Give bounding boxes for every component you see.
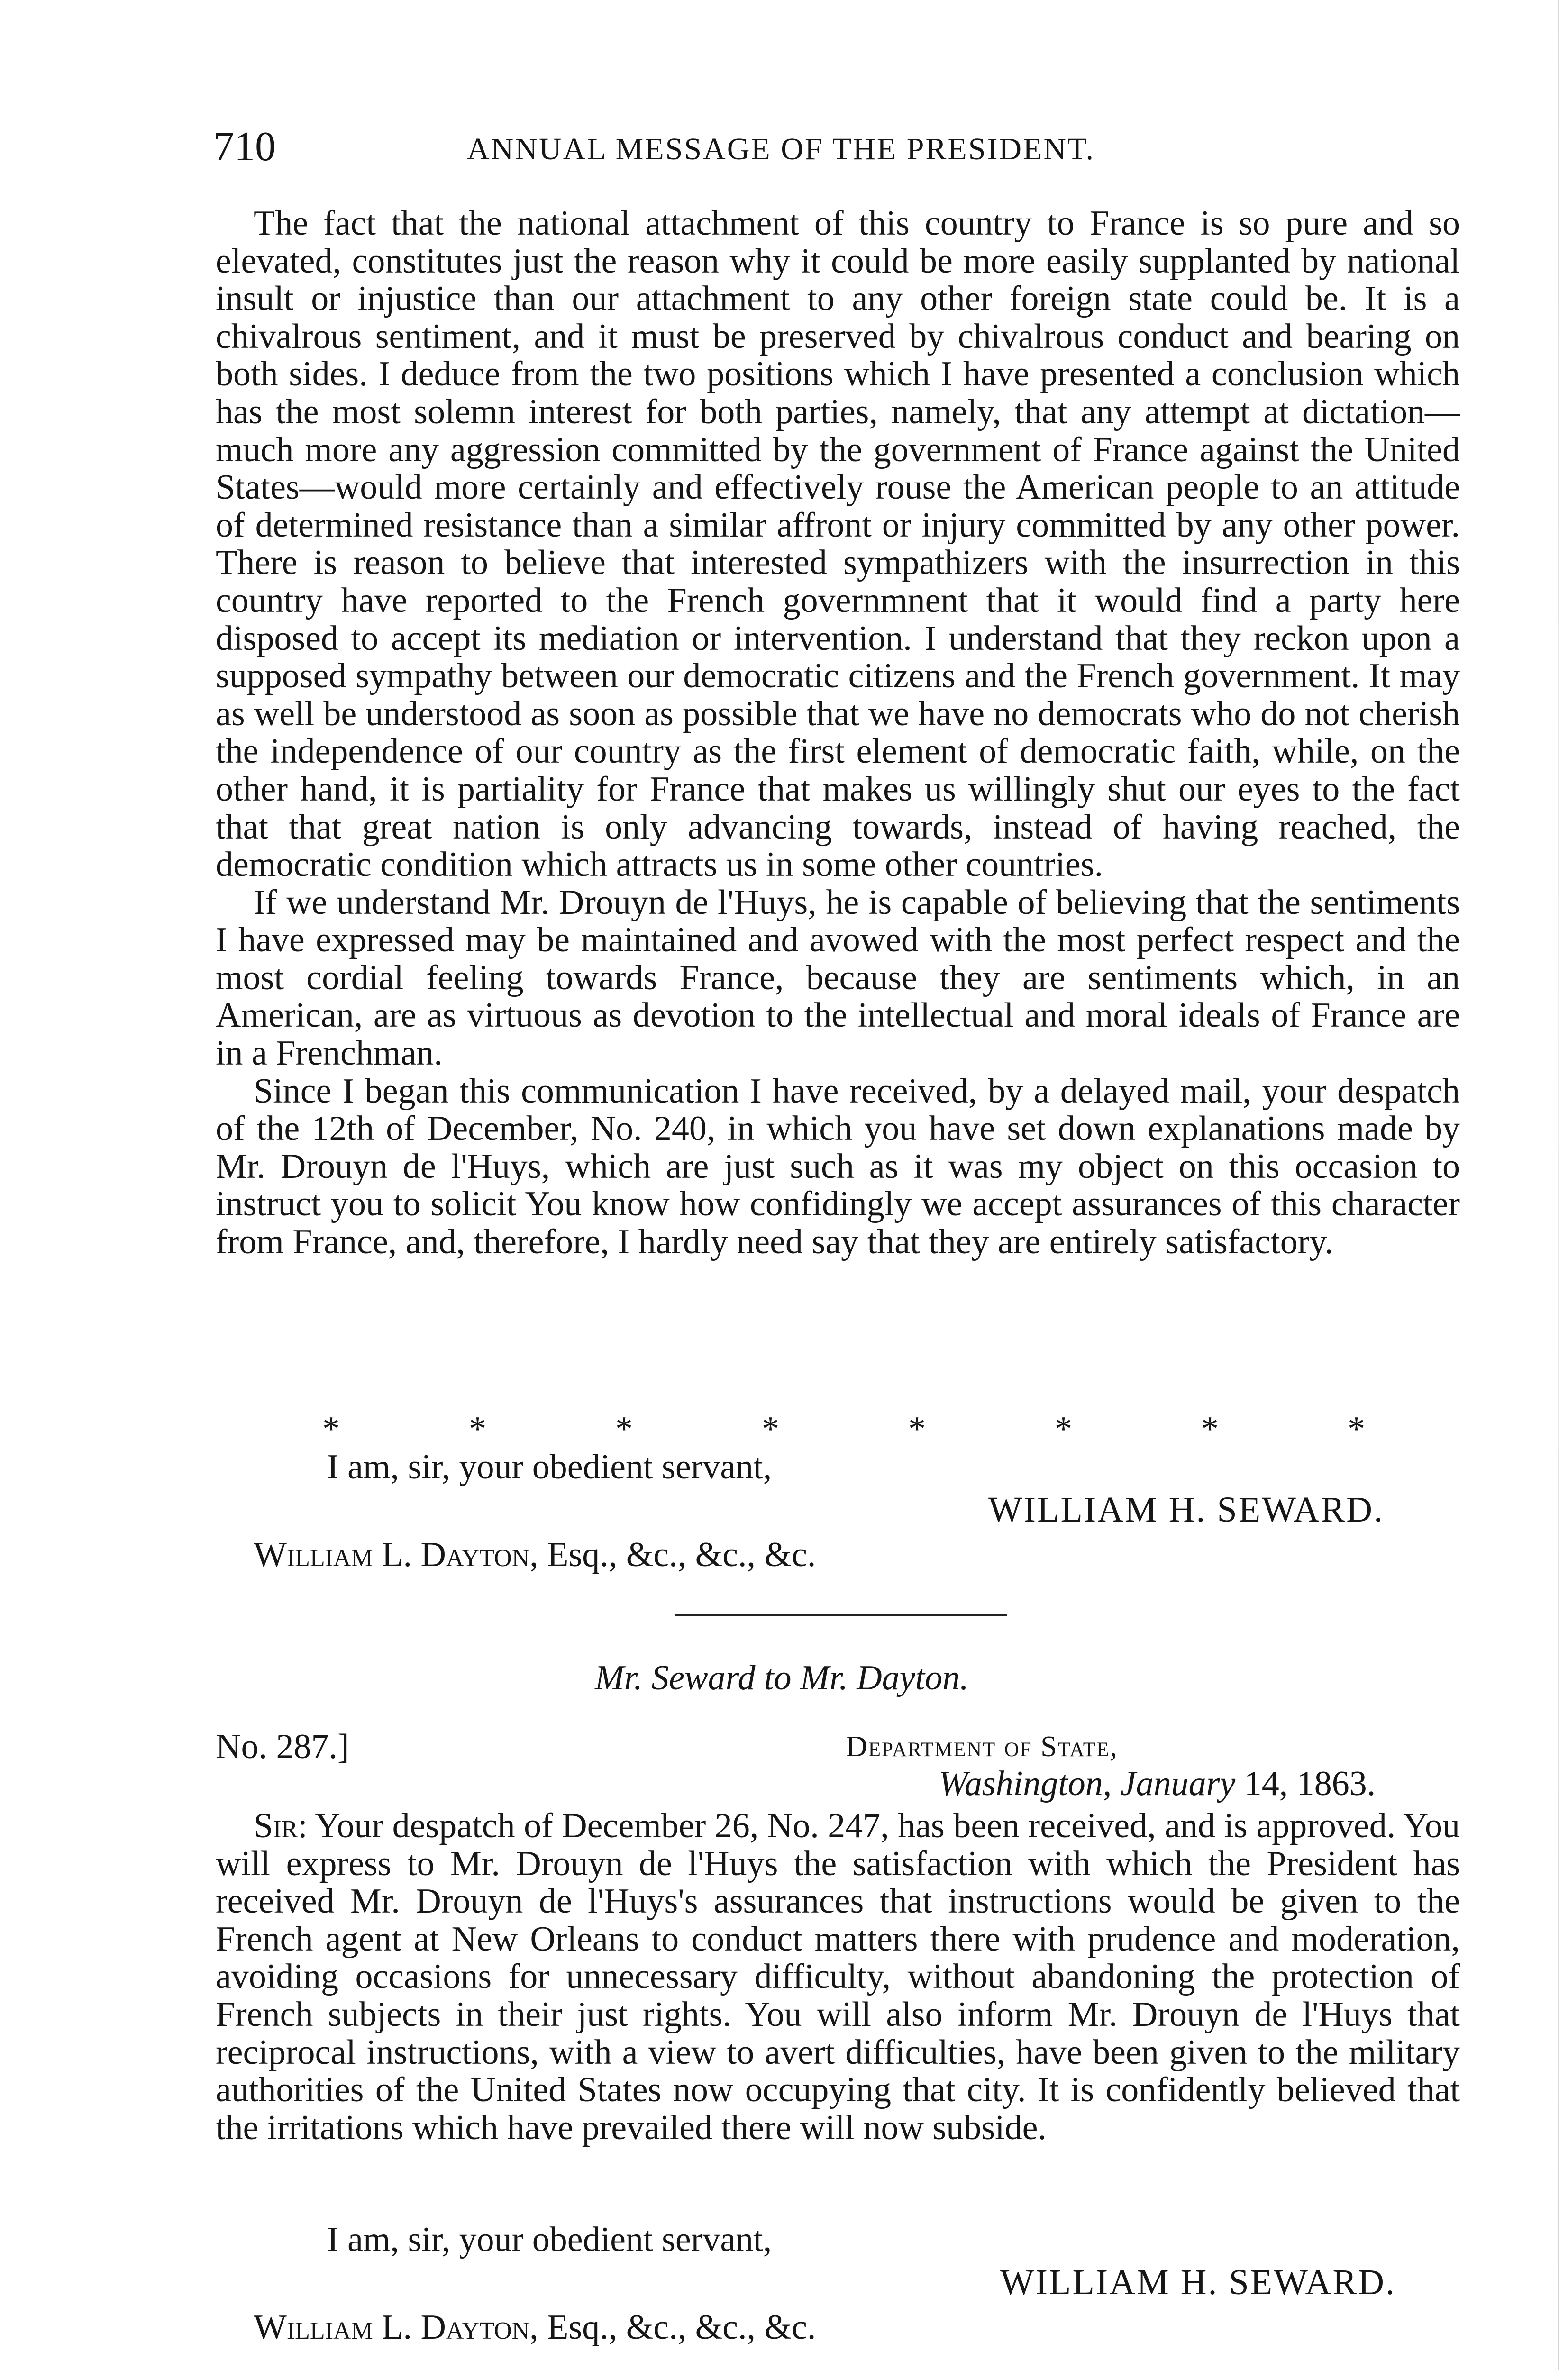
asterisk: *: [469, 1410, 486, 1449]
addressee-name: William L. Dayton: [254, 2308, 530, 2347]
header-title: ANNUAL MESSAGE OF THE PRESIDENT.: [467, 132, 1095, 166]
addressee-suffix: , Esq., &c., &c., &c.: [529, 2308, 816, 2347]
letter1-paragraph-3: Since I began this communication I have received, by a delayed mail, your despatch of the 12th of December, No. 240, in which you have set down explanations made by Mr. Drouyn de l'Huys, which are just such as it was my object on this occasion to instruct you to solicit You know how confidingly we accept assurances of this character from France, and, therefore, I hardly need say that they are entirely satisfactory.: [216, 1071, 1460, 1262]
letter2-dateline: [939, 1765, 1376, 1803]
asterisk: *: [1348, 1410, 1365, 1449]
letter2-addressee: [254, 2308, 816, 2346]
section-divider: [675, 1614, 1007, 1616]
letter2-signature: WILLIAM H. SEWARD.: [1000, 2262, 1396, 2302]
salutation: Sir:: [254, 1806, 308, 1845]
asterisk: *: [322, 1410, 340, 1449]
letter1-signature: WILLIAM H. SEWARD.: [988, 1490, 1385, 1530]
asterisk: *: [615, 1410, 633, 1449]
letter1-paragraph-1: The fact that the national attachment of this country to France is so pure and so elevated, constitutes just the reason why it could be more easily supplanted by national insult or injustice than our attachment to any other foreign state could be. It is a chivalrous sentiment, and it must be preserved by chivalrous conduct and bearing on both sides. I deduce from the two positions which I have presented a conclusion which has the most solemn interest for both parties, namely, that any attempt at dictation—much more any aggression committed by the government of France against the United States—would more certainly and effectively rouse the American people to an attitude of determined resistance than a similar affront or injury committed by any other power. There is reason to believe that interested sympathizers with the insurrection in this country have reported to the French governmnent that it would find a party here disposed to accept its mediation or intervention. I understand that they reckon upon a supposed sympathy between our democratic citizens and the French government. It may as well be understood as soon as possible that we have no democrats who do not cherish the independence of our country as the first element of democratic faith, while, on the other hand, it is partiality for France that makes us willingly shut our eyes to the fact that that great nation is only advancing towards, instead of having reached, the democratic condition which attracts us in some other countries.: [216, 204, 1460, 884]
dateline-place: Washington,: [939, 1764, 1112, 1803]
dateline-date: 14, 1863.: [1244, 1764, 1376, 1803]
letter2-number: No. 287.]: [216, 1727, 349, 1766]
letter2-body-text: Your despatch of December 26, No. 247, has been received, and is approved. You will express to Mr. Drouyn de l'Huys the satisfaction with which the President has received Mr. Drouyn de l'Huys's assurances that instructions would be given to the French agent at New Orleans to conduct matters there with prudence and moderation, avoiding occasions for unnecessary difficulty, without abandoning the protection of French subjects in their just rights. You will also inform Mr. Drouyn de l'Huys that reciprocal instructions, with a view to avert difficulties, have been given to the military authorities of the United States now occupying that city. It is confidently believed that the irritations which have prevailed there will now subside.: [216, 1806, 1460, 2147]
page-number: 710: [213, 124, 276, 170]
addressee-name: William L. Dayton: [254, 1535, 530, 1574]
asterisk: *: [1055, 1410, 1072, 1449]
addressee-suffix: , Esq., &c., &c., &c.: [529, 1535, 816, 1574]
letter1-addressee: [254, 1536, 816, 1574]
letter2-body: [216, 1807, 1460, 2147]
letter2-heading: Mr. Seward to Mr. Dayton.: [595, 1659, 969, 1697]
asterisk: *: [762, 1410, 779, 1449]
letter2-paragraph: [216, 1807, 1460, 2147]
asterisk: *: [1201, 1410, 1219, 1449]
letter2-department: Department of State,: [846, 1731, 1118, 1763]
letter1-body: [216, 205, 1460, 1261]
dateline-month: January: [1120, 1764, 1236, 1803]
letter1-paragraph-2: If we understand Mr. Drouyn de l'Huys, he is capable of believing that the sentiments I have expressed may be maintained and avowed with the most perfect respect and the most cordial feeling towards France, because they are sentiments which, in an American, are as virtuous as devotion to the intellectual and moral ideals of France are in a Frenchman.: [216, 883, 1460, 1073]
letter1-closing: I am, sir, your obedient servant,: [327, 1448, 772, 1486]
running-header: [213, 121, 1455, 173]
scan-edge: [1558, 0, 1559, 2370]
asterisk: *: [908, 1410, 926, 1449]
ellipsis-asterisks: [322, 1410, 1365, 1448]
letter2-closing: I am, sir, your obedient servant,: [327, 2220, 772, 2259]
